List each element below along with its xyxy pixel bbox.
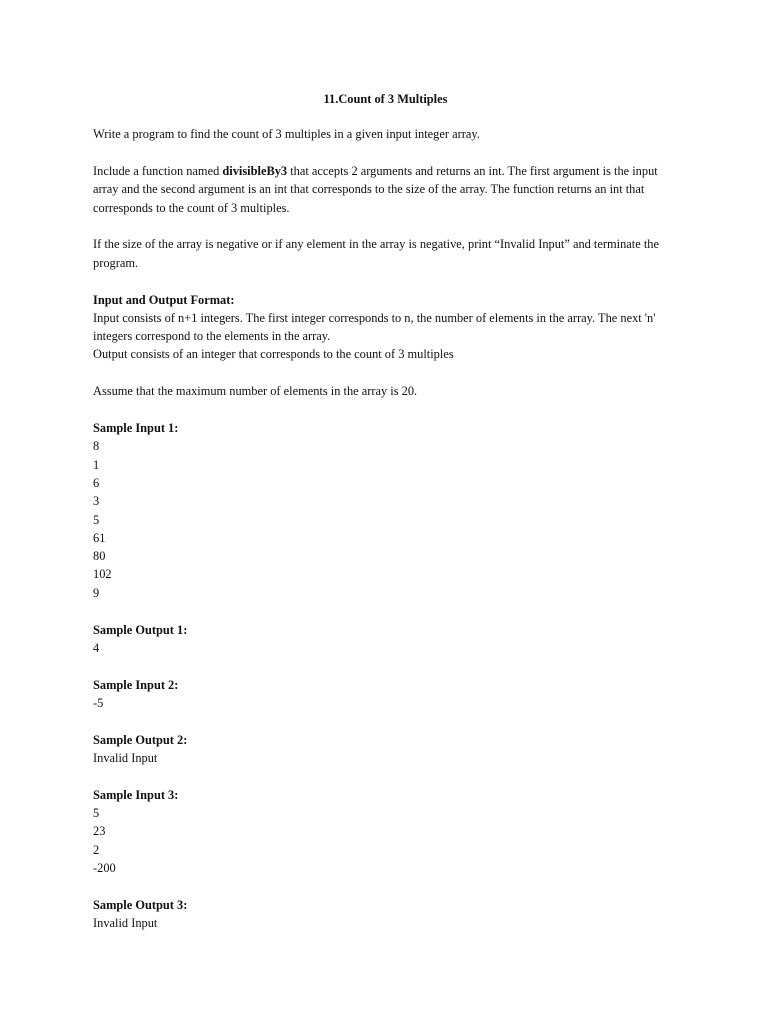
sample-input-1-line: 80	[93, 549, 106, 564]
sample-input-3-line: -200	[93, 861, 116, 875]
sample-output-2-heading: Sample Output 2:	[93, 732, 188, 747]
sample-input-1-line: 61	[93, 530, 106, 545]
sample-input-3-section	[93, 786, 678, 877]
sample-output-3-section	[93, 896, 678, 933]
sample-input-2-line: -5	[93, 695, 104, 710]
invalid-input-rule-paragraph: If the size of the array is negative or if any element in the array is negative, print “Invalid Input” and terminate the program.	[93, 237, 659, 270]
sample-input-1-line: 102	[93, 567, 112, 582]
sample-input-1-line: 5	[93, 512, 100, 527]
format-output-line: Output consists of an integer that corresponds to the count of 3 multiples	[93, 347, 454, 362]
intro-paragraph: Write a program to find the count of 3 multiples in a given input integer array.	[93, 127, 480, 142]
sample-output-1-line: 4	[93, 640, 100, 655]
function-desc-after: that accepts 2 arguments and returns an int. The first argument is the input array and the second argument is an int that corresponds to the size of the array. The function returns an int that corresponds to the count of 3 multiples.	[93, 164, 658, 215]
sample-output-2-section	[93, 731, 678, 768]
assumption-paragraph: Assume that the maximum number of elements in the array is 20.	[93, 384, 418, 399]
sample-output-1-section	[93, 621, 678, 658]
sample-input-3-line: 23	[93, 824, 106, 839]
sample-input-1-line: 8	[93, 439, 100, 454]
sample-input-1-line: 3	[93, 494, 100, 509]
sample-output-3-line: Invalid Input	[93, 916, 158, 931]
function-description-paragraph	[93, 162, 678, 217]
document-page	[93, 90, 678, 951]
format-heading: Input and Output Format:	[93, 292, 235, 307]
sample-input-3-heading: Sample Input 3:	[93, 787, 179, 802]
sample-input-3-line: 2	[93, 842, 100, 857]
sample-output-3-heading: Sample Output 3:	[93, 897, 188, 912]
sample-output-1-heading: Sample Output 1:	[93, 622, 188, 637]
sample-input-1-section	[93, 419, 678, 602]
sample-input-3-line: 5	[93, 806, 100, 821]
sample-output-2-line: Invalid Input	[93, 751, 158, 766]
format-input-line: Input consists of n+1 integers. The first integer corresponds to n, the number of elements in the array. The next 'n' integers correspond to the elements in the array.	[93, 310, 656, 344]
page-title: 11.Count of 3 Multiples	[323, 92, 448, 106]
function-name: divisibleBy3	[222, 164, 288, 179]
sample-input-1-line: 1	[93, 457, 100, 472]
sample-input-1-line: 6	[93, 475, 100, 490]
sample-input-2-heading: Sample Input 2:	[93, 677, 179, 692]
function-desc-before: Include a function named	[93, 164, 223, 179]
sample-input-2-section	[93, 676, 678, 713]
format-section	[93, 291, 678, 364]
sample-input-1-line: 9	[93, 585, 100, 600]
sample-input-1-heading: Sample Input 1:	[93, 421, 179, 436]
